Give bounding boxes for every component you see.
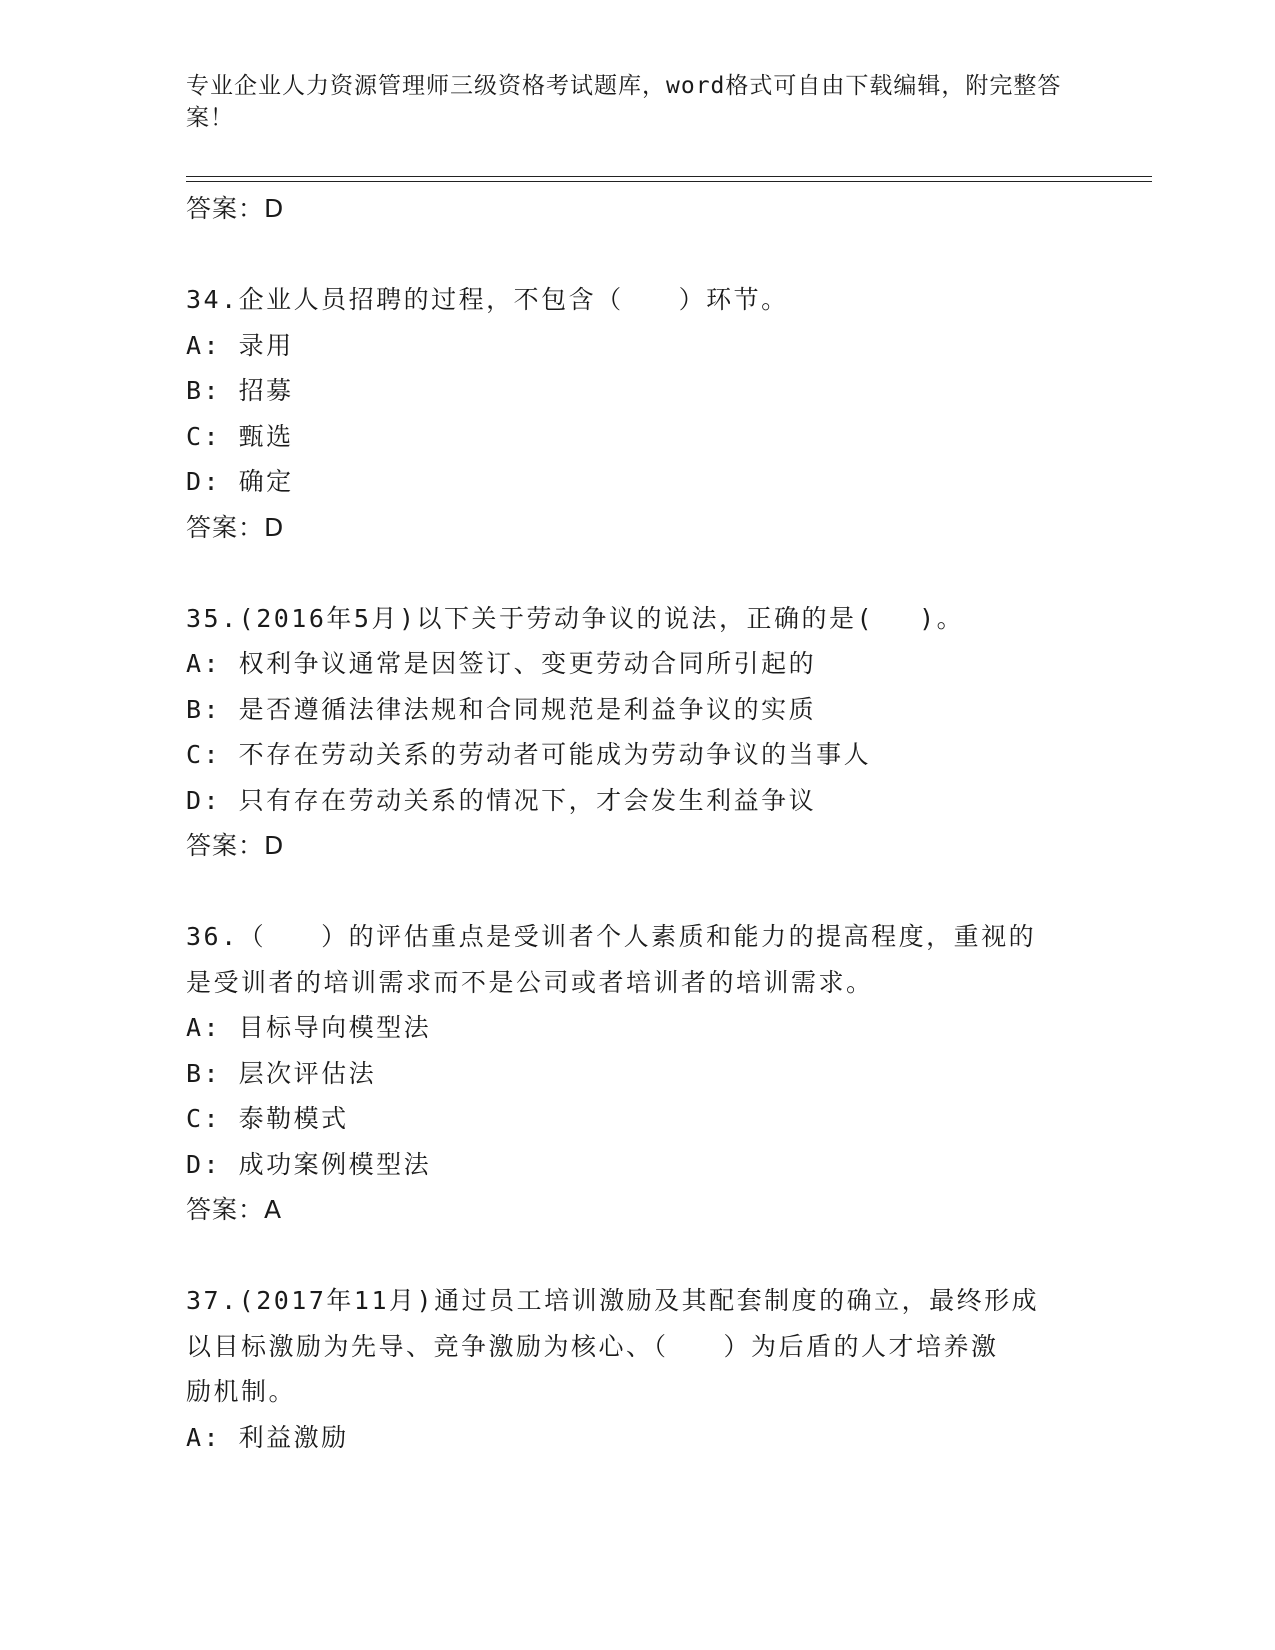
header-divider-bottom bbox=[186, 181, 1152, 182]
spacer bbox=[186, 550, 1086, 596]
option-c: C: 泰勒模式 bbox=[186, 1104, 349, 1133]
option-d: D: 确定 bbox=[186, 467, 294, 496]
spacer bbox=[186, 232, 1086, 278]
option-c: C: 不存在劳动关系的劳动者可能成为劳动争议的当事人 bbox=[186, 740, 872, 769]
option-a: A: 录用 bbox=[186, 330, 294, 360]
question-37 bbox=[186, 1278, 1086, 1460]
option-d: D: 只有存在劳动关系的情况下，才会发生利益争议 bbox=[186, 785, 817, 815]
option-b: B: 招募 bbox=[186, 376, 294, 405]
spacer bbox=[186, 1233, 1086, 1279]
question-stem: 35.(2016年5月)以下关于劳动争议的说法，正确的是( )。 bbox=[186, 603, 965, 633]
question-36 bbox=[186, 914, 1086, 1233]
option-a: A: 目标导向模型法 bbox=[186, 1013, 432, 1042]
option-a: A: 利益激励 bbox=[186, 1422, 349, 1452]
question-list bbox=[186, 186, 1086, 1460]
question-stem-line: 37.(2017年11月)通过员工培训激励及其配套制度的确立，最终形成 bbox=[186, 1286, 1040, 1315]
question-stem-line: 励机制。 bbox=[186, 1377, 297, 1406]
question-stem: 34.企业人员招聘的过程，不包含（ ）环节。 bbox=[186, 285, 789, 314]
question-stem-line: 36.（ ）的评估重点是受训者个人素质和能力的提高程度，重视的 bbox=[186, 922, 1037, 951]
header-divider-top bbox=[186, 176, 1152, 177]
question-stem-line: 是受训者的培训需求而不是公司或者培训者的培训需求。 bbox=[186, 967, 874, 997]
option-b: B: 是否遵循法律法规和合同规范是利益争议的实质 bbox=[186, 694, 817, 724]
spacer bbox=[186, 869, 1086, 915]
option-a: A: 权利争议通常是因签订、变更劳动合同所引起的 bbox=[186, 649, 817, 678]
answer: 答案：D bbox=[186, 831, 285, 860]
answer: 答案：D bbox=[186, 512, 285, 542]
question-34 bbox=[186, 277, 1086, 550]
header-note: 专业企业人力资源管理师三级资格考试题库，word格式可自由下载编辑，附完整答案！ bbox=[186, 73, 1062, 131]
question-35 bbox=[186, 596, 1086, 869]
answer: 答案：A bbox=[186, 1195, 283, 1224]
question-stem-line: 以目标激励为先导、竞争激励为核心、（ ）为后盾的人才培养激 bbox=[186, 1331, 999, 1361]
previous-answer: 答案：D bbox=[186, 194, 285, 223]
option-d: D: 成功案例模型法 bbox=[186, 1149, 432, 1179]
option-c: C: 甄选 bbox=[186, 421, 294, 451]
option-b: B: 层次评估法 bbox=[186, 1058, 377, 1088]
